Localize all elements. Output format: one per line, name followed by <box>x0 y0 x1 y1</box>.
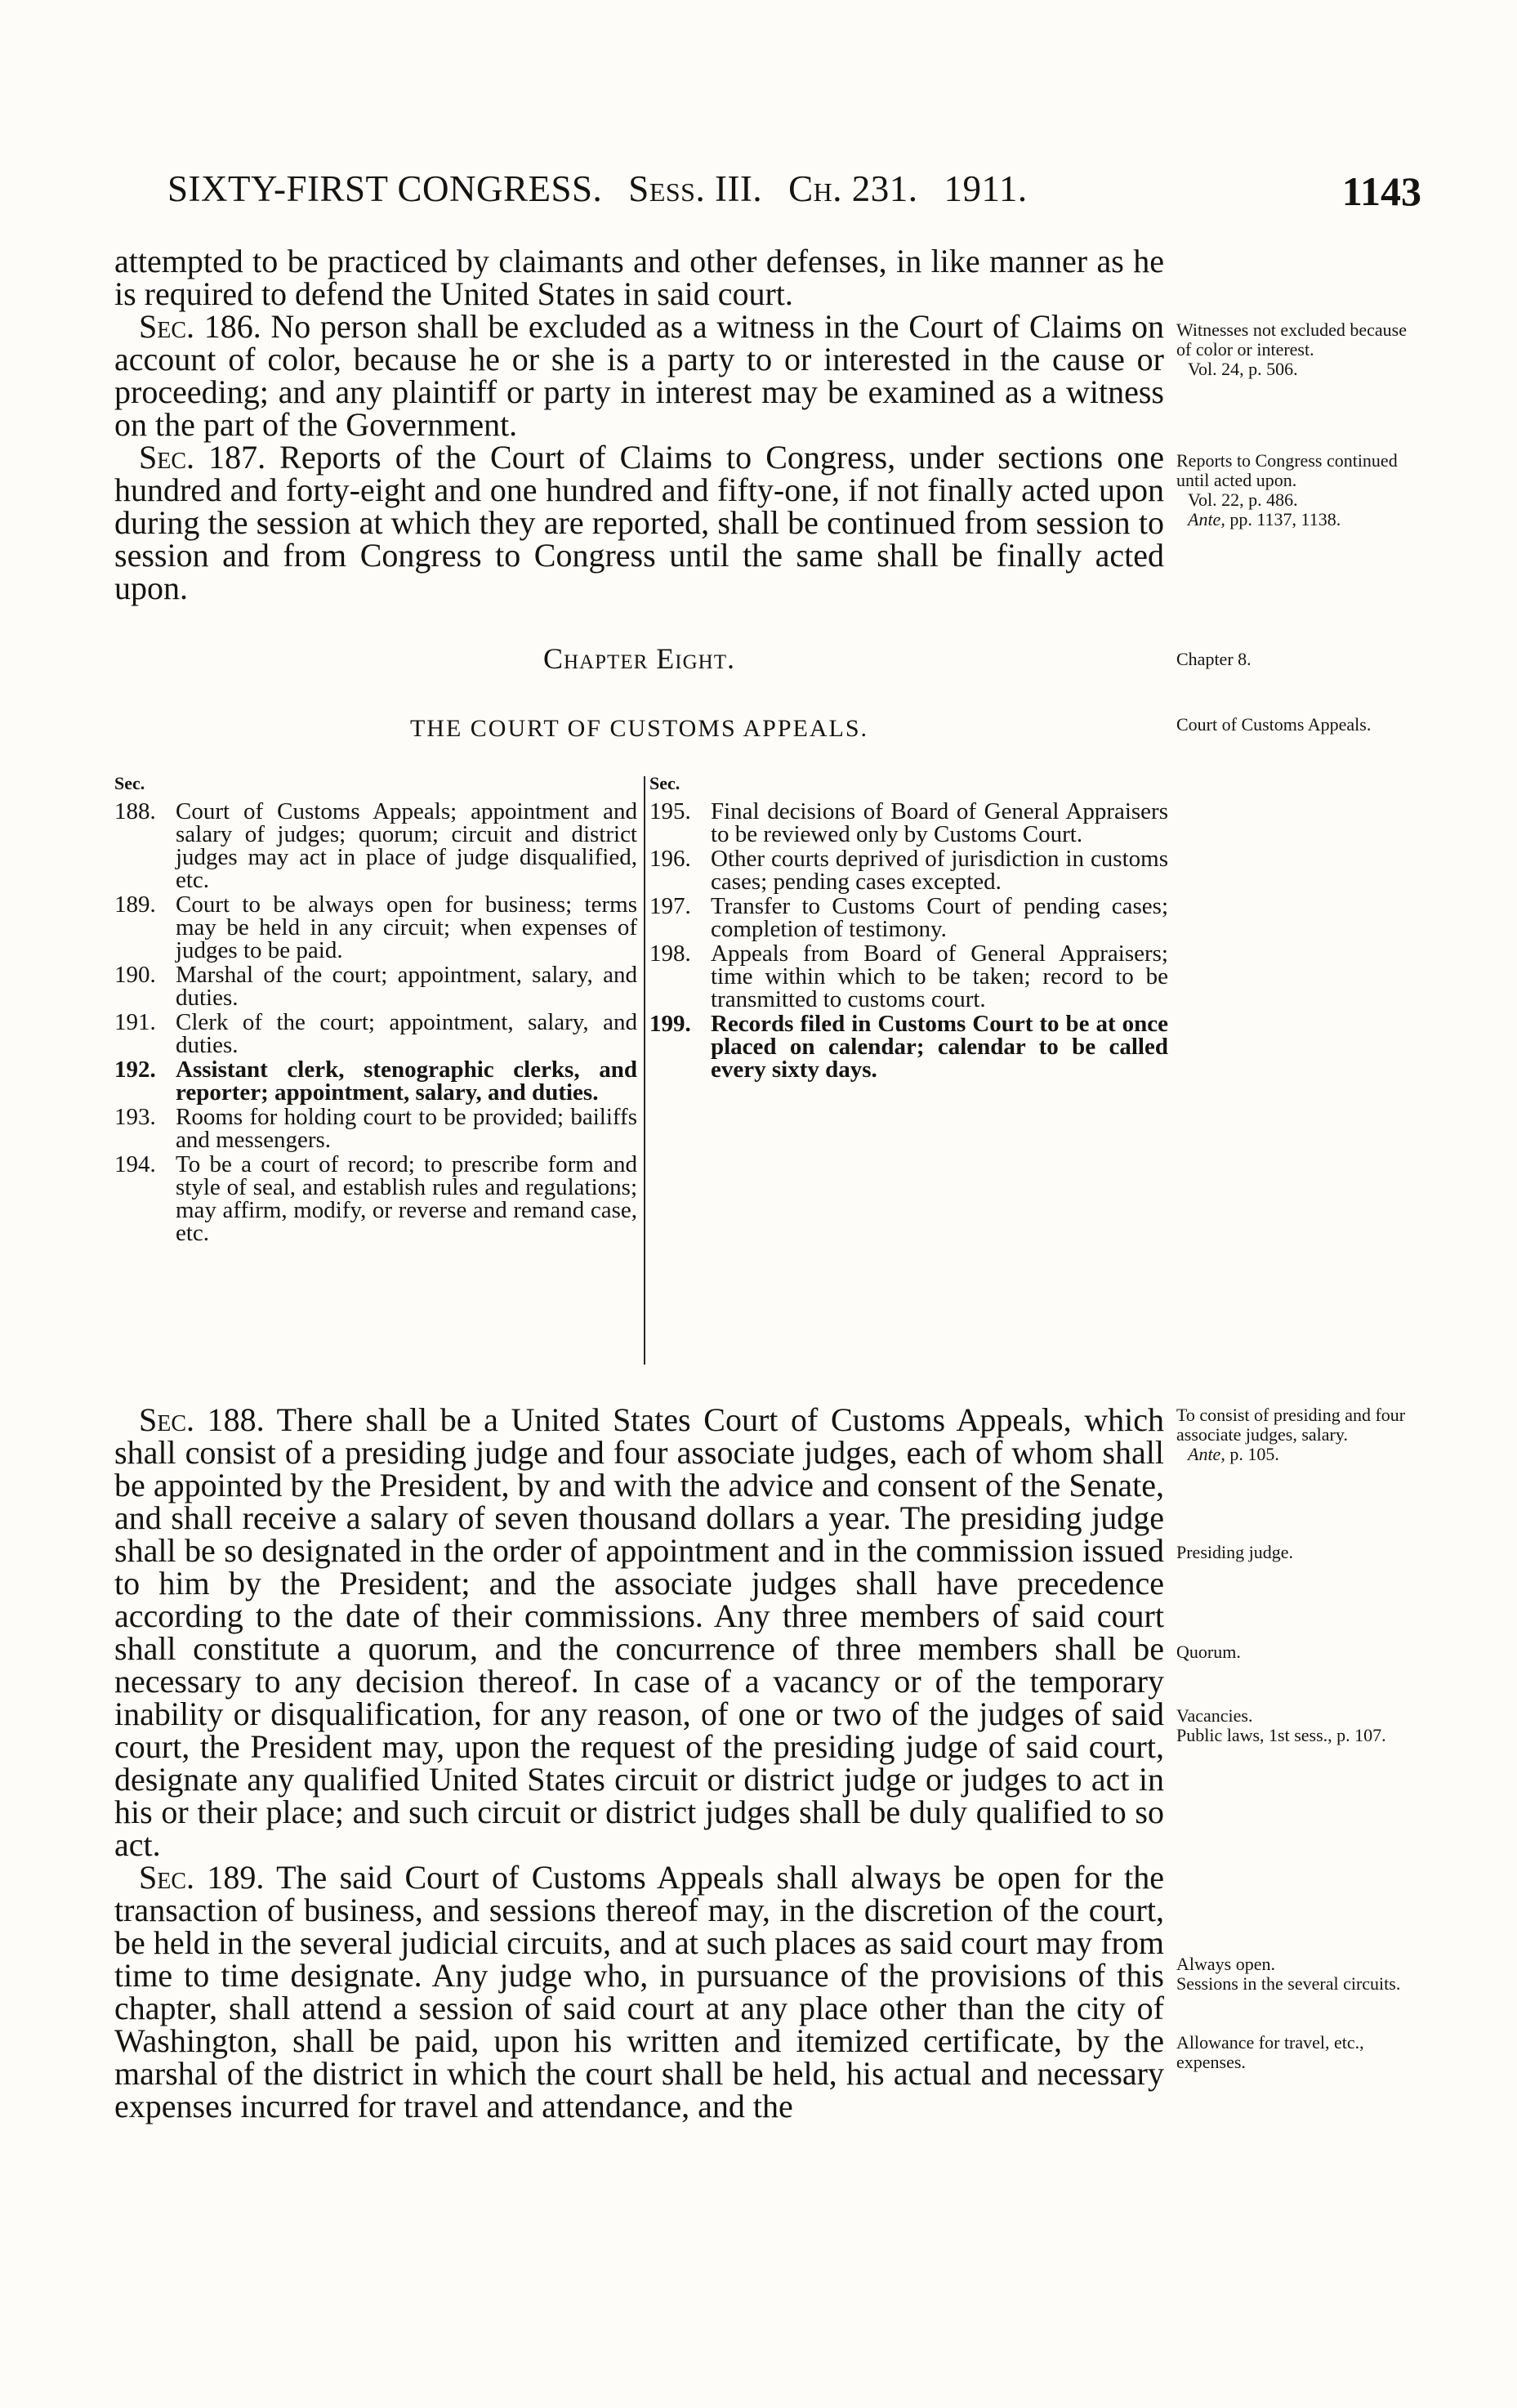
section-189-text: The said Court of Customs Appeals shall always be open for the transaction of business, and sessions thereof may, in the discretion of the court, be held in the several judicial circuits, and at such places as said court may from time to time designate. Any judge who, in pursuance of the provisions of this chapter, shall attend a session of said court at any place other than the city of Washington, shall be paid, upon his written and itemized certificate, by the marshal of the district in which the court shall be held, his actual and necessary expenses incurred for travel and attendance, and the <box>114 1859 1164 2124</box>
toc-entry <box>114 1153 637 1244</box>
toc-entry-number: 192. <box>114 1057 156 1083</box>
toc-entry-text: Clerk of the court; appointment, salary, and duties. <box>176 1009 637 1058</box>
toc-entry <box>649 942 1168 1011</box>
note-quorum: Quorum. <box>1176 1642 1241 1662</box>
note-vacancies <box>1176 1706 1421 1745</box>
toc-entry <box>114 963 637 1009</box>
toc-entry-number: 191. <box>114 1009 156 1035</box>
note-vacancies-ref: Public laws, 1st sess., p. 107. <box>1176 1725 1386 1745</box>
section-189 <box>114 1861 1164 2123</box>
note-allowance: Allowance for travel, etc., expenses. <box>1176 2032 1364 2072</box>
toc-entry-number: 188. <box>114 798 156 824</box>
toc-entry-number: 199. <box>649 1011 691 1037</box>
toc-entry-text: Court of Customs Appeals; appointment and salary of judges; quorum; circuit and district judges may act in place of judge disqualified, etc. <box>176 798 637 893</box>
toc-entry-text: Other courts deprived of jurisdiction in customs cases; pending cases excepted. <box>711 846 1168 895</box>
section-188-label: Sec. 188. <box>139 1401 265 1438</box>
toc-entry-number: 195. <box>649 798 691 824</box>
running-header <box>167 168 1421 217</box>
note-reports-ref1: Vol. 22, p. 486. <box>1188 489 1298 510</box>
note-consist <box>1176 1405 1421 1464</box>
toc-entry-text: Marshal of the court; appointment, salary, and duties. <box>176 962 637 1011</box>
toc-entry-number: 194. <box>114 1151 156 1177</box>
note-consist-ref <box>1176 1445 1421 1464</box>
note-reports-text: Reports to Congress continued until acted upon. <box>1176 450 1398 490</box>
court-heading: THE COURT OF CUSTOMS APPEALS. <box>409 715 869 742</box>
toc-entry-text: Transfer to Customs Court of pending cases; completion of testimony. <box>711 893 1168 942</box>
note-consist-text: To consist of presiding and four associate judges, salary. <box>1176 1405 1406 1445</box>
note-consist-ref-page: p. 105. <box>1225 1444 1279 1464</box>
chapter-heading: Chapter Eight. <box>543 642 735 675</box>
toc-entry-text: Final decisions of Board of General Appraisers to be reviewed only by Customs Court. <box>711 798 1168 847</box>
toc-left-column <box>114 772 637 1246</box>
toc-entry-text: To be a court of record; to prescribe form and style of seal, and establish rules and regulations; may affirm, modify, or reverse and remand case, etc. <box>176 1151 637 1246</box>
toc-entry <box>114 1058 637 1104</box>
toc-entry-text: Appeals from Board of General Appraisers; time within which to be taken; record to be transmitted to customs court. <box>711 940 1168 1012</box>
toc-entry <box>649 847 1168 893</box>
toc-entry-number: 196. <box>649 846 691 872</box>
toc-entry-number: 190. <box>114 962 156 988</box>
section-186-label: Sec. 186. <box>139 308 261 345</box>
note-always-open <box>1176 1955 1421 1994</box>
note-reports-ref2-ante: Ante, <box>1188 509 1225 529</box>
toc-entry <box>114 1011 637 1057</box>
note-chapter-8: Chapter 8. <box>1176 649 1252 669</box>
toc-right-column <box>649 772 1168 1083</box>
note-court: Court of Customs Appeals. <box>1176 714 1372 735</box>
note-reports-ref2-pages: pp. 1137, 1138. <box>1225 509 1341 529</box>
toc-entry-text: Records filed in Customs Court to be at once placed on calendar; calendar to be called every sixty days. <box>711 1011 1168 1083</box>
toc-entry-number: 189. <box>114 891 156 918</box>
paragraph-continuation: attempted to be practiced by claimants and other defenses, in like manner as he is required to defend the United States in said court. <box>114 243 1164 312</box>
section-187 <box>114 441 1164 605</box>
toc-entry <box>649 800 1168 846</box>
note-always-open-text: Always open. <box>1176 1954 1275 1974</box>
note-consist-ref-ante: Ante, <box>1188 1444 1225 1464</box>
toc-divider <box>644 776 645 1365</box>
toc-entry <box>114 893 637 962</box>
toc-entry <box>649 895 1168 940</box>
section-186 <box>114 310 1164 441</box>
lower-body-text <box>114 1401 1164 2124</box>
note-reports-ref2 <box>1176 510 1421 529</box>
toc-entry-text: Court to be always open for business; terms may be held in any circuit; when expenses of judges to be paid. <box>176 891 637 963</box>
header-session: Sess. III. <box>628 168 763 209</box>
toc-entry-number: 193. <box>114 1104 156 1130</box>
note-witnesses-ref: Vol. 24, p. 506. <box>1188 359 1298 379</box>
toc-sec-label-right: Sec. <box>649 773 680 793</box>
note-witnesses-text: Witnesses not excluded because of color or interest. <box>1176 319 1407 360</box>
section-188-text: There shall be a United States Court of Customs Appeals, which shall consist of a presiding judge and four associate judges, each of whom shall be appointed by the President, by and with the advice and consent of the Senate, and shall receive a salary of seven thousand dollars a year. The presiding judge shall be so designated in the order of appointment and in the commission issued to him by the President; and the associate judges shall have precedence according to the date of their commissions. Any three members of said court shall constitute a quorum, and the concurrence of three members shall be necessary to any decision thereof. In case of a vacancy or of the temporary inability or disqualification, for any reason, of one or two of the judges of said court, the President may, upon the request of the presiding judge of said court, designate any qualified United States circuit or district judge or judges to act in his or their place; and such circuit or district judges shall be duly qualified to so act. <box>114 1401 1164 1863</box>
section-189-label: Sec. 189. <box>139 1859 265 1896</box>
toc-entry-number: 197. <box>649 893 691 919</box>
page-number: 1143 <box>1341 168 1421 214</box>
section-187-text: Reports of the Court of Claims to Congress, under sections one hundred and forty-eight and one hundred and fifty-one, if not finally acted upon during the session at which they are reported, shall be continued from session to session and from Congress to Congress until the same shall be finally acted upon. <box>114 439 1165 606</box>
toc-entry <box>114 1106 637 1151</box>
toc-entry <box>649 1012 1168 1081</box>
section-187-label: Sec. 187. <box>139 439 266 476</box>
header-congress: SIXTY-FIRST CONGRESS. <box>167 168 603 209</box>
note-presiding: Presiding judge. <box>1176 1542 1293 1562</box>
toc-entry <box>114 800 637 891</box>
toc-sec-label-left: Sec. <box>114 773 145 793</box>
section-186-text: No person shall be excluded as a witness in the Court of Claims on account of color, because he or she is a party to or interested in the cause or proceeding; and any plaintiff or party in interest may be examined as a witness on the part of the Government. <box>114 308 1165 443</box>
note-witnesses <box>1176 320 1421 379</box>
toc-entry-text: Rooms for holding court to be provided; bailiffs and messengers. <box>176 1104 637 1153</box>
header-chapter: Ch. 231. <box>788 168 918 209</box>
section-188 <box>114 1401 1164 1863</box>
header-title <box>167 168 1054 210</box>
note-sessions-text: Sessions in the several circuits. <box>1176 1973 1401 1994</box>
header-year: 1911. <box>944 168 1028 209</box>
note-vacancies-text: Vacancies. <box>1176 1705 1253 1726</box>
upper-body-text <box>114 245 1164 605</box>
toc-entry-text: Assistant clerk, stenographic clerks, and reporter; appointment, salary, and duties. <box>176 1057 637 1106</box>
toc-entry-number: 198. <box>649 940 691 967</box>
note-reports <box>1176 451 1421 529</box>
